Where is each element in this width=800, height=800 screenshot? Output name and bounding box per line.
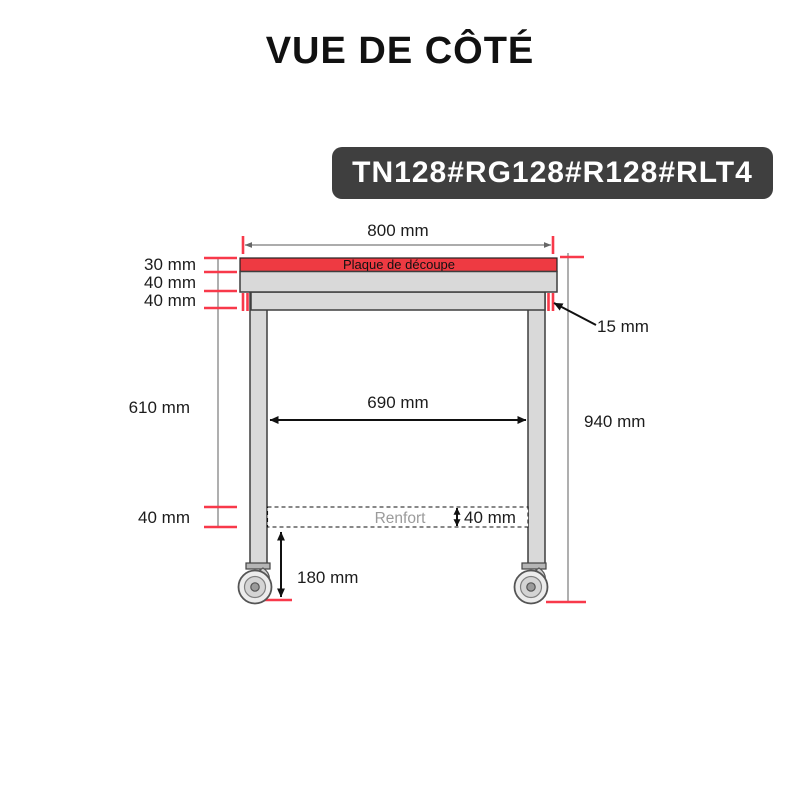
overhang-pointer-arrow xyxy=(554,303,596,325)
right-leg xyxy=(528,292,545,564)
overhang-label: 15 mm xyxy=(597,317,649,336)
rail-height-label: 40 mm xyxy=(144,291,196,310)
overall-width-label: 800 mm xyxy=(367,221,429,240)
left-caster xyxy=(239,563,272,604)
caster-mount-plate xyxy=(522,563,546,569)
page-title: VUE DE CÔTÉ xyxy=(265,30,535,72)
leg-height-label: 610 mm xyxy=(128,398,190,417)
frame-rail xyxy=(251,292,545,310)
caster-wheel-hub xyxy=(527,583,535,591)
dim-inner-width xyxy=(270,393,526,420)
total-height-label: 940 mm xyxy=(584,412,646,431)
dim-overall-width xyxy=(243,221,553,254)
plate-thickness-label: 30 mm xyxy=(144,255,196,274)
product-code-badge: TN128#RG128#R128#RLT4 xyxy=(332,147,773,199)
reinforcement-label: Renfort xyxy=(374,510,426,527)
floor-clearance-label: 180 mm xyxy=(297,568,359,587)
cutting-plate-label: Plaque de découpe xyxy=(342,257,456,272)
dim-left-stack xyxy=(129,255,237,527)
dim-right-side xyxy=(546,253,649,602)
worktop-thickness-label: 40 mm xyxy=(144,273,196,292)
inner-width-label: 690 mm xyxy=(367,393,429,412)
right-caster xyxy=(515,563,548,604)
worktop xyxy=(240,272,557,293)
left-leg xyxy=(250,292,267,564)
renfort-thickness-label: 40 mm xyxy=(464,508,516,527)
caster-mount-plate xyxy=(246,563,270,569)
caster-wheel-hub xyxy=(251,583,259,591)
renfort-left-label: 40 mm xyxy=(138,508,190,527)
